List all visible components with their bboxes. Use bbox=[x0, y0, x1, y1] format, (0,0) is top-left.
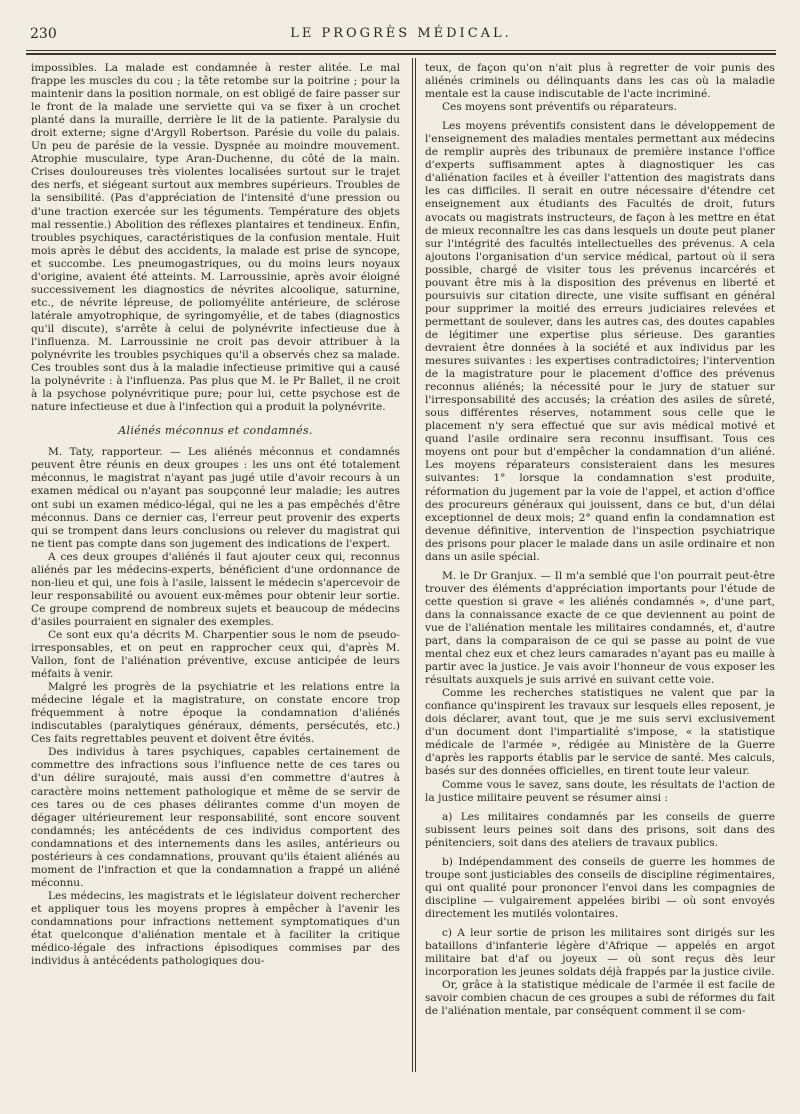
paragraph: Les médecins, les magistrats et le législateur doivent rechercher et appliquer tous les moyens propres à empêcher à l'avenir les condamnations pour infractions nettement symptomatiques d'un état quelconque d'aliénation mentale et à faciliter la critique médico-légale des infractions épisodiques commises par des individus à antécédents pathologiques dou- bbox=[31, 889, 400, 968]
list-item: c) A leur sortie de prison les militaires sont dirigés sur les bataillons d'infanterie légère d'Afrique — appelés en argot militaire bat d'af ou joyeux — où sont reçus dès leur incorporation les jeunes soldats déjà frappés par la justice civile. bbox=[425, 927, 775, 979]
page-number: 230 bbox=[30, 26, 57, 42]
paragraph: Comme vous le savez, sans doute, les résultats de l'action de la justice militaire peuvent se résumer ainsi : bbox=[425, 778, 775, 804]
paragraph: Des individus à tares psychiques, capables certainement de commettre des infractions sous l'influence nette de ces tares ou d'un délire surajouté, mais aussi d'en commettre d'autres à caractère moins nettement pathologique et même de se servir de ces tares ou de ces phases délirantes comme d'un moyen de dégager ultérieurement leur responsabilité, sont encore souvent condamnés; les antécédents de ces individus comportent des condamnations et des internements dans les asiles, antérieurs ou postérieurs à ces condamnations, prouvant qu'ils étaient aliénés au moment de l'infraction et que la condamnation a frappé un aliéné méconnu. bbox=[31, 746, 400, 889]
paragraph: Ce sont eux qu'a décrits M. Charpentier sous le nom de pseudo-irresponsables, et on peut en rapprocher ceux qui, d'après M. Vallon, font de l'aliénation préventive, excuse anticipée de leurs méfaits à venir. bbox=[31, 628, 400, 681]
list-item: b) Indépendamment des conseils de guerre les hommes de troupe sont justiciables des conseils de discipline régimentaires, qui ont qualité pour prononcer l'envoi dans les compagnies de discipline — vulgairement appelées biribi — où sont envoyés directement les mutilés volontaires. bbox=[425, 855, 775, 920]
paragraph: impossibles. La malade est condamnée à rester alitée. Le mal frappe les muscles du cou ; la tête retombe sur la poitrine ; pour la maintenir dans la position normale, on est obligé de faire passer sur le front de la malade une serviette qui va se fixer à un crochet planté dans la muraille, derrière le lit de la patiente. Paralysie du droit externe; signe d'Argyll Robertson. Parésie du voile du palais. Un peu de parésie de la vessie. Dyspnée au moindre mouvement. Atrophie musculaire, type Aran-Duchenne, du côté de la main. Crises douloureuses très violentes localisées surtout sur le trajet des nerfs, et siégeant surtout aux membres supérieurs. Troubles de la sensibilité. (Pas d'appréciation de l'intensité d'une pression ou d'une traction exercée sur les téguments. Température des objets mal ressentie.) Abolition des réflexes plantaires et tendineux. Enfin, troubles psychiques, caractéristiques de la confusion mentale. Huit mois après le début des accidents, la malade est prise de syncope, et succombe. Les pneumogastriques, ou du moins leurs noyaux d'origine, avaient été atteints. M. Larroussinie, après avoir éloigné successivement les diagnostics de névrites alcoolique, saturnine, etc., de névrite lépreuse, de poliomyélite antérieure, de sclérose latérale amyotrophique, de syringomyélie, et de tabes (diagnostics qu'il discute), s'arrête à celui de polynévrite infectieuse due à l'influenza. M. Larroussinie ne croit pas devoir attribuer à la polynévrite les troubles psychiques qu'il a observés chez sa malade. Ces troubles sont dus à la maladie infectieuse primitive qui a causé la polynévrite : à l'influenza. Pas plus que M. le Pr Ballet, il ne croit à la psychose polynévritique pure; pour lui, cette psychose est de nature infectieuse et due à l'infection qui a produit la polynévrite. bbox=[31, 62, 400, 414]
header-rule bbox=[26, 50, 776, 51]
right-column bbox=[425, 62, 775, 1074]
paragraph: Ces moyens sont préventifs ou réparateurs. bbox=[441, 101, 677, 114]
left-column bbox=[31, 62, 400, 1074]
running-header bbox=[30, 26, 772, 48]
column-divider bbox=[415, 58, 416, 1072]
section-title: Aliénés méconnus et condamnés. bbox=[118, 424, 313, 438]
journal-title: LE PROGRÈS MÉDICAL. bbox=[290, 26, 512, 41]
paragraph: M. Taty, rapporteur. — Les aliénés méconnus et condamnés peuvent être réunis en deux groupes : les uns ont été totalement méconnus, le magistrat n'ayant pas jugé utile d'avoir recours à un examen médical ou n'ayant pas soupçonné leur maladie; les autres ont subi un examen médico-légal, qui ne les a pas empêchés d'être méconnus. Dans ce dernier cas, l'erreur peut provenir des experts qui se trompent dans leurs conclusions ou relever du magistrat qui ne tient pas compte dans son jugement des indications de l'expert. bbox=[31, 446, 400, 550]
header-rule-thick bbox=[26, 53, 776, 55]
paragraph: Comme les recherches statistiques ne valent que par la confiance qu'inspirent les travaux sur lesquels elles reposent, je dois déclarer, avant tout, que je me suis servi exclusivement d'un document dont l'impartialité s'impose, « la statistique médicale de l'armée », rédigée au Ministère de la Guerre d'après les rapports établis par le service de santé. Mes calculs, basés sur des données officielles, en tirent toute leur valeur. bbox=[425, 687, 775, 778]
paragraph: Or, grâce à la statistique médicale de l'armée il est facile de savoir combien chacun de ces groupes a subi de réformes du fait de l'aliénation mentale, par conséquent comment il se com- bbox=[425, 979, 775, 1018]
paragraph: teux, de façon qu'on n'ait plus à regretter de voir punis des aliénés criminels ou délinquants dans les cas où la maladie mentale est la cause indiscutable de l'acte incriminé. bbox=[425, 62, 775, 101]
list-item: a) Les militaires condamnés par les conseils de guerre subissent leurs peines soit dans des prisons, soit dans des pénitenciers, soit dans des ateliers de travaux publics. bbox=[425, 810, 775, 849]
paragraph: Malgré les progrès de la psychiatrie et les relations entre la médecine légale et la magistrature, on constate encore trop fréquemment à notre époque la condamnation d'aliénés indiscutables (paralytiques généraux, déments, persécutés, etc.) Ces faits regrettables peuvent et doivent être évités. bbox=[31, 681, 400, 746]
paragraph: M. le Dr Granjux. — Il m'a semblé que l'on pourrait peut-être trouver des éléments d'appréciation importants pour l'étude de cette question si grave « les aliénés condamnés », d'une part, dans la connaissance exacte de ce que deviennent au point de vue de l'aliénation mentale les militaires condamnés, et, d'autre part, dans la comparaison de ce qui se passe au point de vue mental chez eux et chez leurs camarades n'ayant pas eu maille à partir avec la justice. Je vais avoir l'honneur de vous exposer les résultats auxquels je suis arrivé en suivant cette voie. bbox=[425, 569, 775, 687]
paragraph: Les moyens préventifs consistent dans le développement de l'enseignement des maladies mentales permettant aux médecins de remplir auprès des tribunaux de première instance l'office d'experts suffisamment aptes à diagnostiquer les cas d'aliénation faciles et à éveiller l'attention des magistrats dans les cas difficiles. Il serait en outre nécessaire d'étendre cet enseignement aux étudiants des Facultés de droit, futurs avocats ou magistrats instructeurs, de façon à les mettre en état de mieux reconnaître les cas dans lesquels un doute peut planer sur l'intégrité des facultés intellectuelles des prévenus. A cela ajoutons l'organisation d'un service médical, partout où il sera possible, chargé de visiter tous les prévenus incarcérés et pouvant être mis à la disposition des prévenus en liberté et poursuivis sur citation directe, une visite suffisant en général pour supprimer la moitié des erreurs judiciaires relevées et permettant de soulever, dans les autres cas, des doutes capables de légitimer une expertise plus sérieuse. Des garanties devraient être données à la société et aux individus par les mesures suivantes : les expertises contradictoires; l'intervention de la magistrature pour le placement d'office des prévenus reconnus aliénés; la nécessité pour le jury de statuer sur l'irresponsabilité des accusés; la création des asiles de sûreté, sous différentes réserves, notamment sous celle que le placement n'y sera effectué que sur avis médical motivé et quand l'asile ordinaire sera reconnu insuffisant. Tous ces moyens ont pour but d'empêcher la condamnation d'un aliéné. Les moyens réparateurs consisteraient dans les mesures suivantes: 1° lorsque la condamnation s'est produite, réformation du jugement par la voie de l'appel, et action d'office des procureurs généraux qui jouissent, dans ce but, d'un délai exceptionnel de deux mois; 2° quand enfin la condamnation est devenue définitive, intervention de l'inspection psychiatrique des prisons pour placer le malade dans un asile ordinaire et non dans un asile spécial. bbox=[425, 120, 775, 563]
column-divider bbox=[412, 58, 413, 1072]
paragraph: A ces deux groupes d'aliénés il faut ajouter ceux qui, reconnus aliénés par les médecins-experts, bénéficient d'une ordonnance de non-lieu et qui, une fois à l'asile, laissent le médecin s'apercevoir de leur responsabilité ou avouent eux-mêmes pour obtenir leur sortie. Ce groupe comprend de nombreux sujets et beaucoup de médecins d'asiles pourraient en signaler des exemples. bbox=[31, 550, 400, 628]
